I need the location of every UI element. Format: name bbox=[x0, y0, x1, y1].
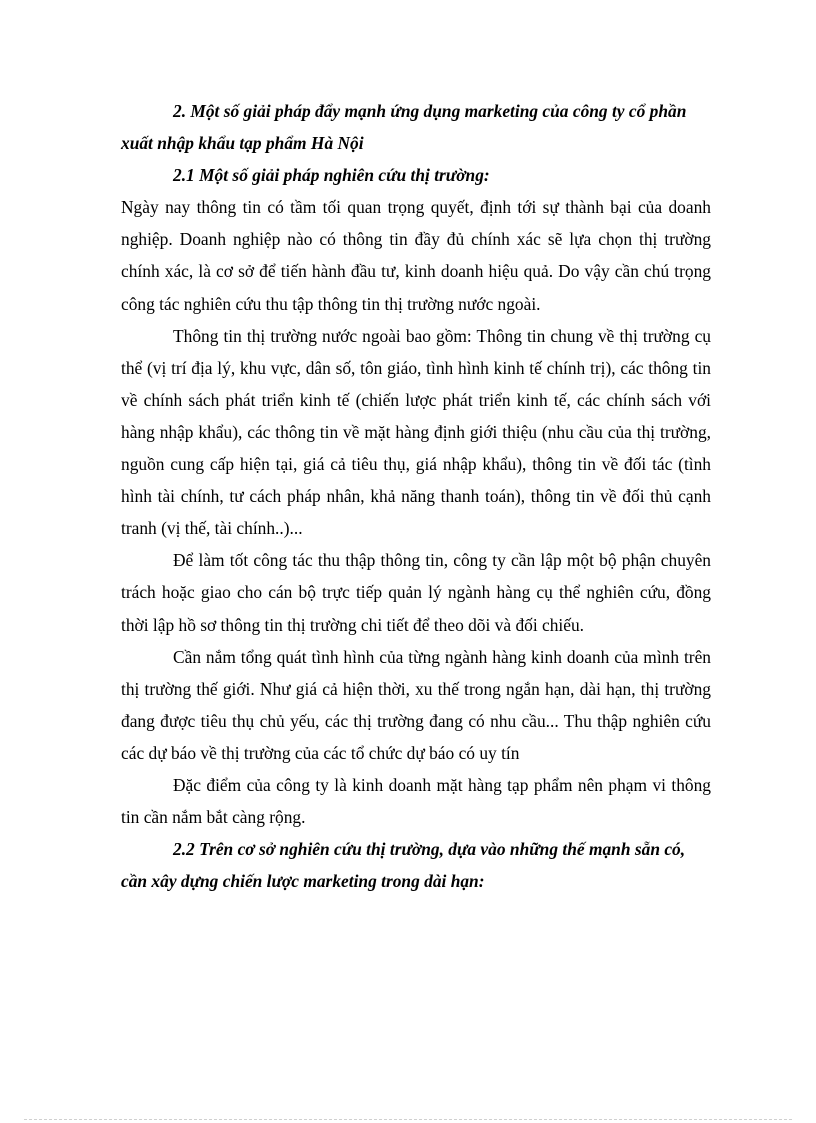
paragraph-3: Để làm tốt công tác thu thập thông tin, công ty cần lập một bộ phận chuyên trách hoặc giao cho cán bộ trực tiếp quản lý ngành hàng cụ thể nghiên cứu, đồng thời lập hồ sơ thông tin thị trường chi tiết để theo dõi và đối chiếu. bbox=[121, 550, 711, 635]
paragraph-2: Thông tin thị trường nước ngoài bao gồm: Thông tin chung về thị trường cụ thể (vị trí địa lý, khu vực, dân số, tôn giáo, tình hình kinh tế chính trị), các thông tin về chính sách phát triển kinh tế (chiến lược phát triển kinh tế, các chính sách với hàng nhập khẩu), các thông tin về mặt hàng định giới thiệu (nhu cầu của thị trường, nguồn cung cấp hiện tại, giá cả tiêu thụ, giá nhập khẩu), thông tin về đối tác (tình hình tài chính, tư cách pháp nhân, khả năng thanh toán), thông tin về đối thủ cạnh tranh (vị thế, tài chính..)... bbox=[121, 325, 711, 539]
subsection-heading-2-1: 2.1 Một số giải pháp nghiên cứu thị trường: bbox=[173, 165, 490, 186]
document-body bbox=[121, 95, 711, 897]
subsection-heading-2-2: 2.2 Trên cơ sở nghiên cứu thị trường, dựa vào những thế mạnh sẵn có, cần xây dựng chiến lược marketing trong dài hạn: bbox=[121, 839, 686, 892]
paragraph-1: Ngày nay thông tin có tầm tối quan trọng quyết, định tới sự thành bại của doanh nghiệp. Doanh nghiệp nào có thông tin đầy đủ chính xác sẽ lựa chọn thị trường chính xác, là cơ sở để tiến hành đầu tư, kinh doanh hiệu quả. Do vậy cần chú trọng công tác nghiên cứu thu tập thông tin thị trường nước ngoài. bbox=[121, 197, 711, 314]
section-heading-2: 2. Một số giải pháp đẩy mạnh ứng dụng marketing của công ty cổ phần xuất nhập khẩu tạp phẩm Hà Nội bbox=[121, 101, 687, 154]
paragraph-5: Đặc điểm của công ty là kinh doanh mặt hàng tạp phẩm nên phạm vi thông tin cần nắm bắt càng rộng. bbox=[121, 774, 711, 828]
paragraph-4: Cần nắm tổng quát tình hình của từng ngành hàng kinh doanh của mình trên thị trường thế giới. Như giá cả hiện thời, xu thế trong ngắn hạn, dài hạn, thị trường đang được tiêu thụ chủ yếu, các thị trường đang có nhu cầu... Thu thập nghiên cứu các dự báo về thị trường của các tổ chức dự báo có uy tín bbox=[121, 646, 711, 763]
page-bottom-divider bbox=[24, 1119, 792, 1120]
